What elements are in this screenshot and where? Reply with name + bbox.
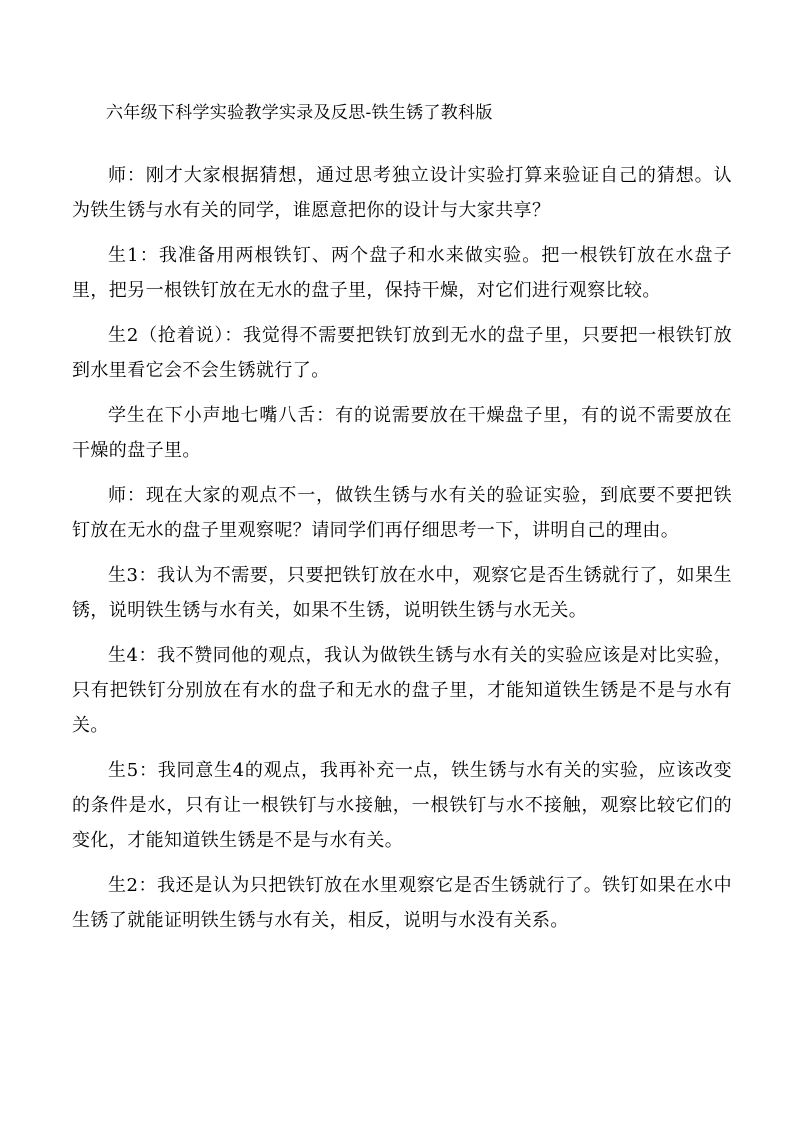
document-title: 六年级下科学实验教学实录及反思-铁生锈了教科版 [106,103,493,123]
paragraph-student-1: 生1：我准备用两根铁钉、两个盘子和水来做实验。把一根铁钉放在水盘子里，把另一根铁钉放在无水的盘子里，保持干燥，对它们进行观察比较。 [72,245,732,301]
paragraph-teacher-followup: 师：现在大家的观点不一，做铁生锈与水有关的验证实验，到底要不要把铁钉放在无水的盘子里观察呢？请同学们再仔细思考一下，讲明自己的理由。 [72,485,732,541]
paragraph-student-3: 生3：我认为不需要，只要把铁钉放在水中，观察它是否生锈就行了，如果生锈，说明铁生锈与水有关，如果不生锈，说明铁生锈与水无关。 [72,565,732,621]
document-body [72,158,732,948]
paragraph-class-discussion: 学生在下小声地七嘴八舌：有的说需要放在干燥盘子里，有的说不需要放在干燥的盘子里。 [72,405,732,461]
paragraph-student-2-reply: 生2：我还是认为只把铁钉放在水里观察它是否生锈就行了。铁钉如果在水中生锈了就能证明铁生锈与水有关，相反，说明与水没有关系。 [72,875,732,931]
paragraph-student-2: 生2（抢着说）：我觉得不需要把铁钉放到无水的盘子里，只要把一根铁钉放到水里看它会不会生锈就行了。 [72,325,732,381]
paragraph-student-5: 生5：我同意生4的观点，我再补充一点，铁生锈与水有关的实验，应该改变的条件是水，只有让一根铁钉与水接触，一根铁钉与水不接触，观察比较它们的变化，才能知道铁生锈是不是与水有关。 [72,760,732,851]
paragraph-teacher-question: 师：刚才大家根据猜想，通过思考独立设计实验打算来验证自己的猜想。认为铁生锈与水有关的同学，谁愿意把你的设计与大家共享？ [72,165,732,221]
paragraph-student-4: 生4：我不赞同他的观点，我认为做铁生锈与水有关的实验应该是对比实验，只有把铁钉分别放在有水的盘子和无水的盘子里，才能知道铁生锈是不是与水有关。 [72,645,732,736]
